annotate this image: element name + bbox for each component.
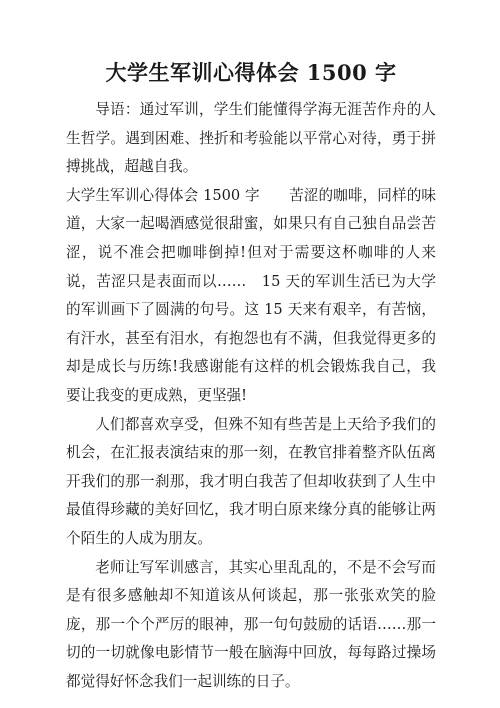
intro-paragraph: 导语：通过军训，学生们能懂得学海无涯苦作舟的人生哲学。遇到困难、挫折和考验能以平常心对待，勇于拼搏挑战，超越自我。: [66, 101, 436, 176]
document-title: 大学生军训心得体会 1500 字: [105, 60, 397, 85]
body-paragraph-2: 人们都喜欢享受，但殊不知有些苦是上天给予我们的机会，在汇报表演结束的那一刻，在教官排着整齐队伍离开我们的那一刹那，我才明白我苦了但却收获到了人生中最值得珍藏的美好回忆，我才明白原来缘分真的能够让两个陌生的人成为朋友。: [66, 415, 436, 547]
document-body: [66, 96, 436, 696]
body-paragraph-1: 大学生军训心得体会 1500 字 苦涩的咖啡，同样的味道，大家一起喝酒感觉很甜蜜，如果只有自己独自品尝苦涩，说不准会把咖啡倒掉!但对于需要这杯咖啡的人来说，苦涩只是表面而以…… 15 天的军训生活已为大学的军训画下了圆满的句号。这 15 天来有艰辛，有苦恼，有汗水，甚至有泪水，有抱怨也有不满，但我觉得更多的却是成长与历练!我感谢能有这样的机会锻炼我自己，我要让我变的更成熟，更坚强!: [66, 186, 436, 404]
body-paragraph-3: 老师让写军训感言，其实心里乱乱的，不是不会写而是有很多感触却不知道该从何谈起，那一张张欢笑的脸庞，那一个个严厉的眼神，那一句句鼓励的话语……那一切的一切就像电影情节一般在脑海中回放，每每路过操场都觉得好怀念我们一起训练的日子。: [66, 558, 436, 690]
